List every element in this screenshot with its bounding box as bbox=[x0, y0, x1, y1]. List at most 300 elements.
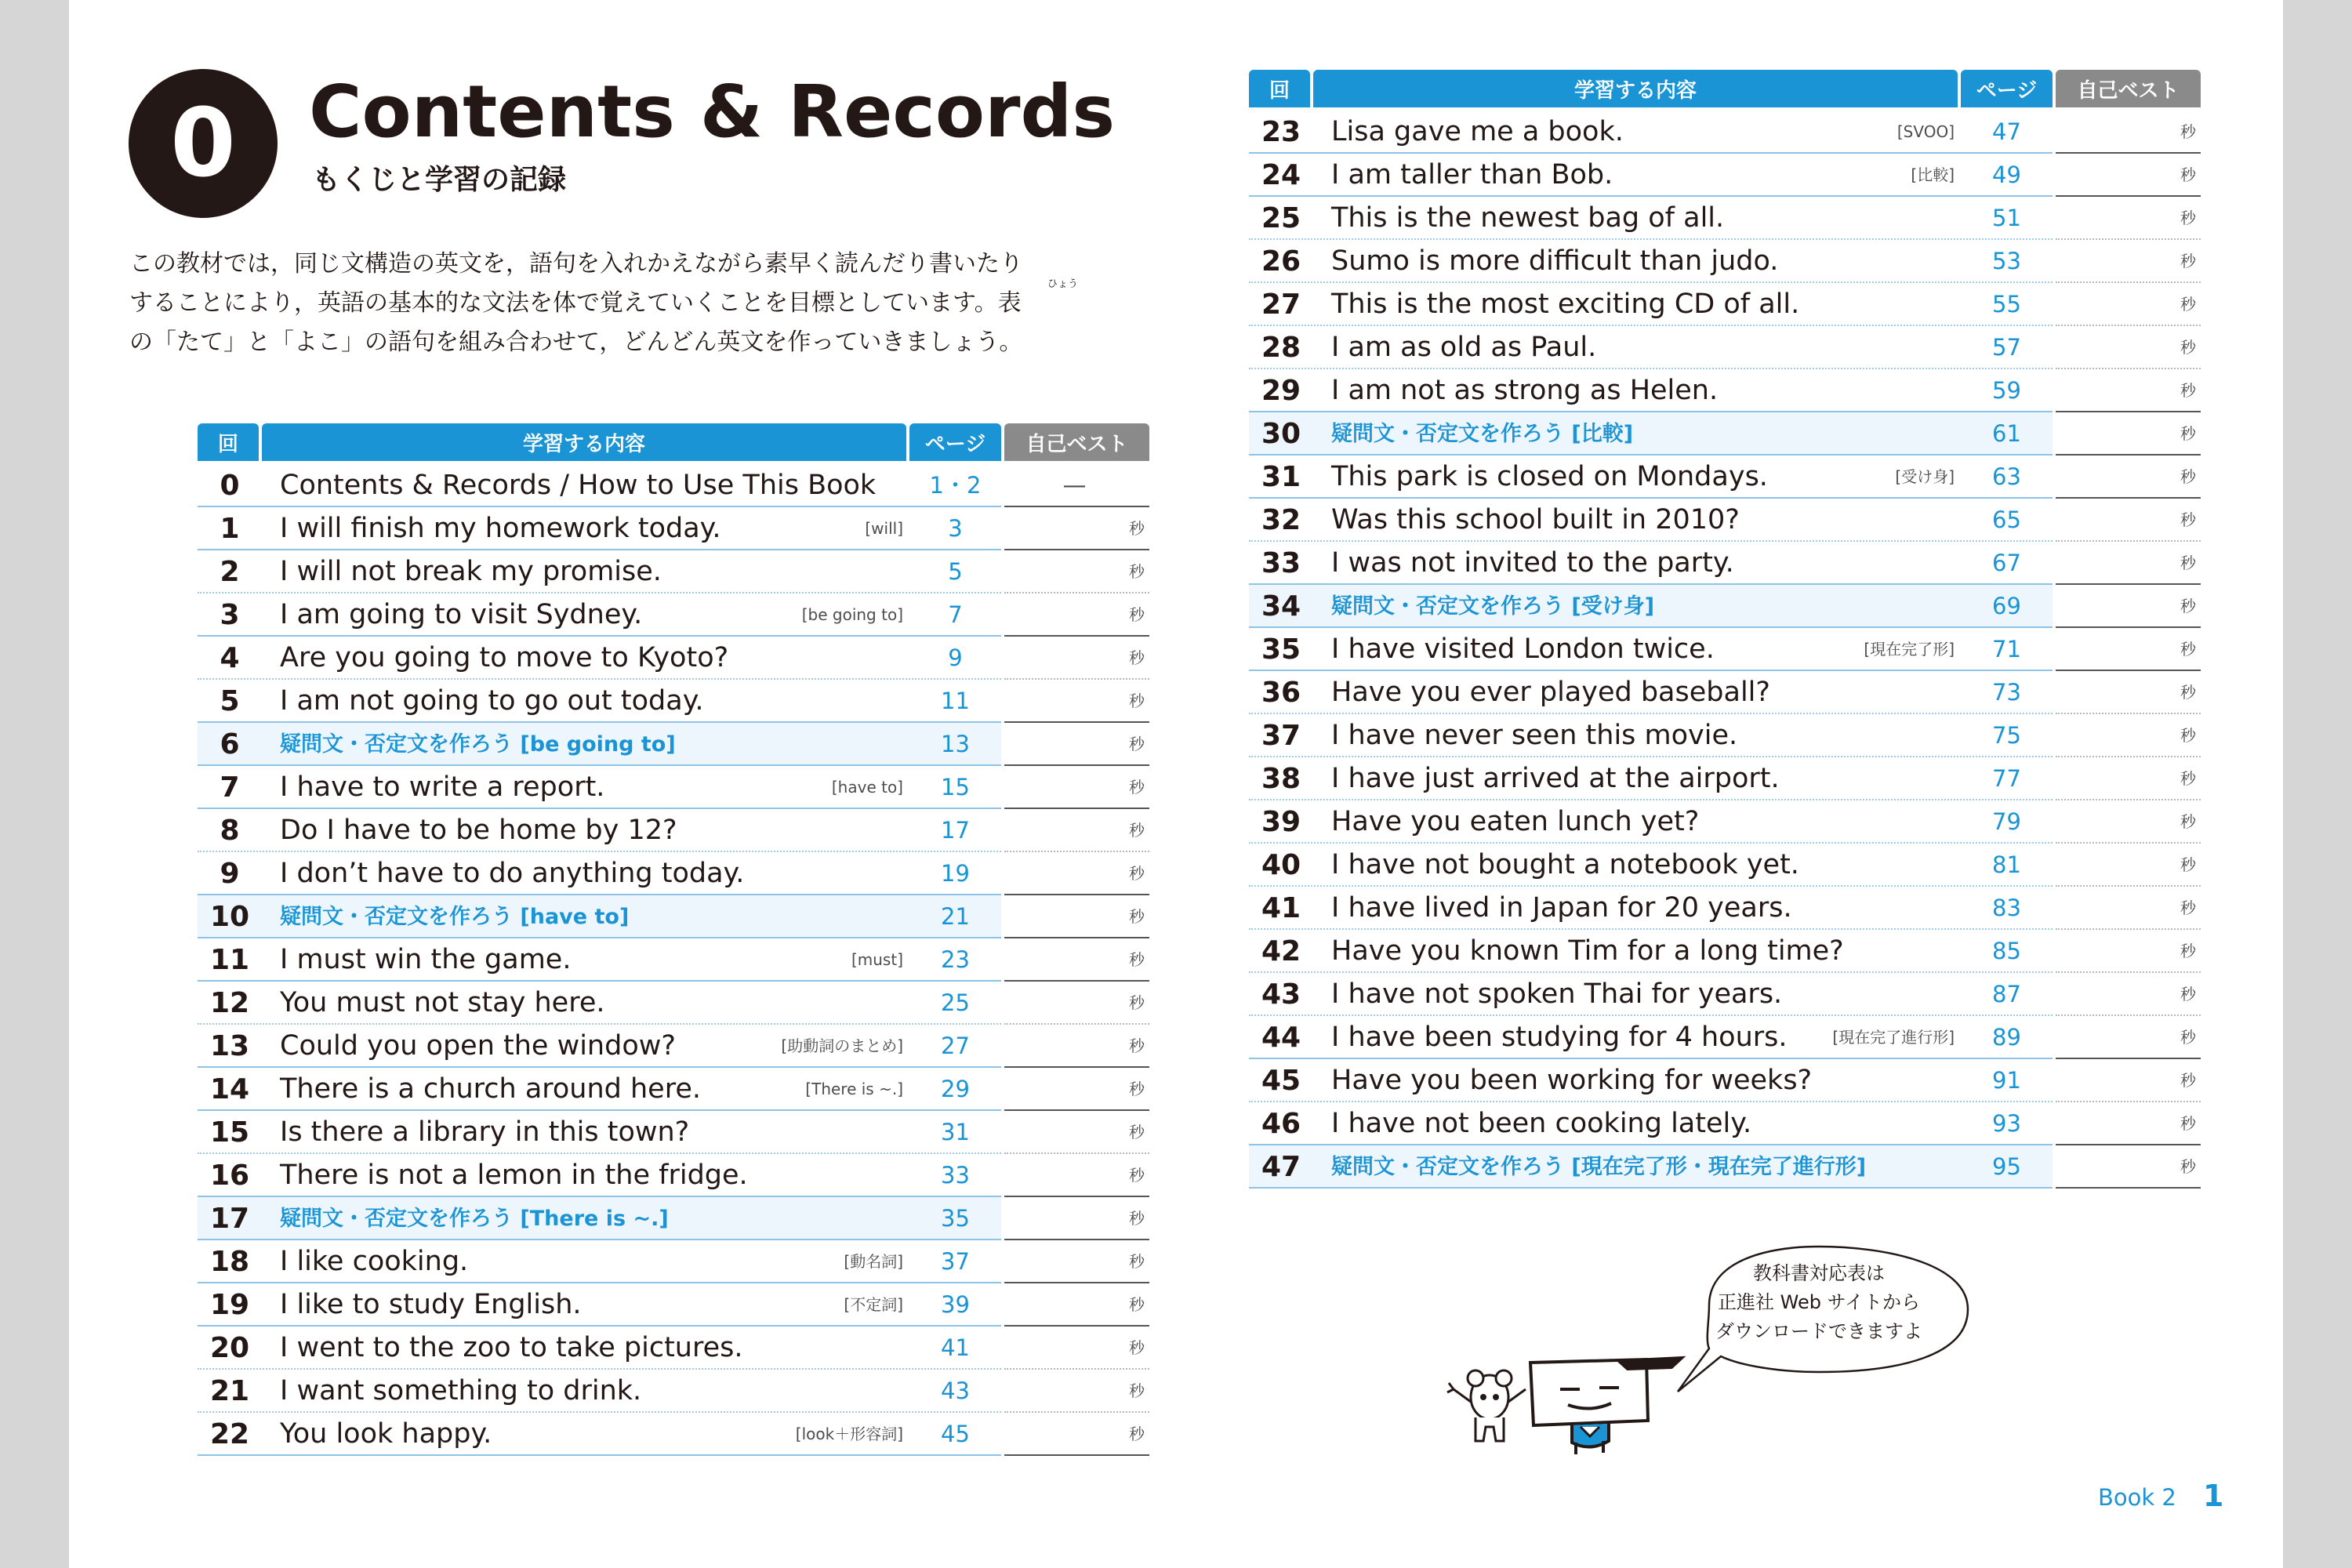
review-lesson-title: 疑問文・否定文を作ろう [There is ~.] bbox=[280, 1207, 669, 1231]
best-time-cell[interactable] bbox=[1004, 1370, 1145, 1413]
page-link[interactable]: 33 bbox=[941, 1162, 970, 1189]
table-row bbox=[198, 507, 1001, 550]
mouse-mascot-icon bbox=[1447, 1370, 1526, 1441]
grammar-tag: [比較] bbox=[1911, 165, 1955, 184]
page-link[interactable]: 17 bbox=[941, 817, 970, 844]
row-number: 39 bbox=[1261, 806, 1301, 838]
best-time-cell[interactable] bbox=[1004, 680, 1145, 723]
lesson-title: I have not spoken Thai for years. bbox=[1331, 978, 1783, 1010]
table-row bbox=[1249, 887, 2053, 930]
lesson-title: Sumo is more difficult than judo. bbox=[1331, 245, 1779, 277]
lesson-title: I like cooking. bbox=[280, 1246, 469, 1277]
best-time-cell[interactable] bbox=[2056, 930, 2196, 973]
page-link[interactable]: 69 bbox=[1992, 593, 2021, 619]
page-subtitle: もくじと学習の記録 bbox=[312, 164, 567, 196]
best-divider bbox=[1004, 1454, 1149, 1456]
lesson-title: Lisa gave me a book. bbox=[1331, 116, 1624, 147]
row-number: 17 bbox=[209, 1203, 250, 1235]
best-time-cell[interactable] bbox=[1004, 1025, 1145, 1068]
page-link[interactable]: 91 bbox=[1992, 1067, 2021, 1094]
best-time-cell[interactable] bbox=[1004, 1283, 1145, 1327]
row-number: 34 bbox=[1261, 590, 1301, 622]
best-time-cell[interactable] bbox=[2056, 973, 2196, 1016]
row-divider bbox=[1249, 1187, 2053, 1189]
page-link[interactable]: 85 bbox=[1992, 938, 2021, 964]
best-time-unit: 秒 bbox=[2180, 165, 2196, 184]
table-row bbox=[198, 1025, 1001, 1068]
lesson-title: I am going to visit Sydney. bbox=[280, 599, 643, 630]
row-number: 44 bbox=[1261, 1022, 1301, 1054]
table-row bbox=[198, 1068, 1001, 1111]
grammar-tag: [現在完了進行形] bbox=[1832, 1028, 1955, 1047]
ruby-annotation: ひょう bbox=[1047, 278, 1078, 290]
page-link[interactable]: 79 bbox=[1992, 808, 2021, 835]
best-time-cell[interactable] bbox=[2056, 369, 2196, 412]
bubble-line: ダウンロードできますよ bbox=[1715, 1320, 1922, 1342]
table-row bbox=[1249, 671, 2053, 714]
intro-line bbox=[129, 278, 1078, 323]
grammar-tag: [must] bbox=[851, 950, 903, 969]
page-link[interactable]: 77 bbox=[1992, 765, 2021, 792]
best-time-unit: 秒 bbox=[2180, 252, 2196, 270]
lesson-title: Are you going to move to Kyoto? bbox=[280, 642, 729, 673]
best-time-cell[interactable] bbox=[1004, 464, 1145, 507]
row-number: 13 bbox=[209, 1030, 250, 1062]
table-row bbox=[1249, 197, 2053, 240]
best-time-unit: 秒 bbox=[1129, 1381, 1145, 1400]
contents-table-left bbox=[198, 423, 1146, 1458]
table-row bbox=[1249, 628, 2053, 671]
table-row bbox=[1249, 714, 2053, 757]
row-number: 25 bbox=[1261, 202, 1301, 234]
lesson-title: I have not bought a notebook yet. bbox=[1331, 849, 1799, 880]
best-time-unit: 秒 bbox=[2180, 1157, 2196, 1176]
lesson-title: I have visited London twice. bbox=[1331, 633, 1715, 665]
page-link[interactable]: 11 bbox=[941, 688, 970, 714]
best-time-cell[interactable] bbox=[2056, 1145, 2196, 1189]
lesson-title: I will not break my promise. bbox=[280, 556, 662, 587]
table-row bbox=[198, 550, 1001, 593]
best-time-unit: 秒 bbox=[1129, 691, 1145, 710]
best-time-unit: — bbox=[1062, 472, 1087, 499]
best-time-cell[interactable] bbox=[2056, 154, 2196, 197]
best-time-cell[interactable] bbox=[2056, 197, 2196, 240]
best-time-unit: 秒 bbox=[2180, 855, 2196, 874]
row-number: 4 bbox=[220, 642, 240, 674]
best-time-unit: 秒 bbox=[1129, 1036, 1145, 1055]
table-row bbox=[1249, 542, 2053, 585]
best-time-unit: 秒 bbox=[2180, 985, 2196, 1004]
grammar-tag: [動名詞] bbox=[844, 1252, 903, 1271]
page-link[interactable]: 89 bbox=[1992, 1024, 2021, 1051]
lesson-title: I went to the zoo to take pictures. bbox=[280, 1332, 743, 1363]
best-time-unit: 秒 bbox=[2180, 467, 2196, 486]
grammar-tag: [There is ~.] bbox=[805, 1080, 903, 1098]
page-link[interactable]: 53 bbox=[1992, 248, 2021, 274]
table-row bbox=[198, 723, 1001, 766]
lesson-title: Have you been working for weeks? bbox=[1331, 1065, 1813, 1096]
best-time-unit: 秒 bbox=[2180, 1028, 2196, 1047]
page-link[interactable]: 19 bbox=[941, 860, 970, 887]
best-time-unit: 秒 bbox=[1129, 907, 1145, 926]
row-number: 38 bbox=[1261, 763, 1301, 795]
lesson-title: Contents & Records / How to Use This Book bbox=[280, 470, 877, 501]
table-row bbox=[198, 1154, 1001, 1197]
page-link[interactable]: 41 bbox=[941, 1334, 970, 1361]
page-link[interactable]: 65 bbox=[1992, 506, 2021, 533]
best-time-cell[interactable] bbox=[2056, 671, 2196, 714]
best-time-cell[interactable] bbox=[2056, 800, 2196, 844]
lesson-title: Was this school built in 2010? bbox=[1331, 504, 1740, 535]
review-lesson-title: 疑問文・否定文を作ろう [be going to] bbox=[280, 732, 676, 757]
best-time-cell[interactable] bbox=[1004, 1197, 1145, 1240]
best-time-unit: 秒 bbox=[2180, 209, 2196, 227]
page-link[interactable]: 23 bbox=[941, 946, 970, 973]
best-time-unit: 秒 bbox=[2180, 898, 2196, 917]
intro-paragraph bbox=[129, 245, 1078, 362]
lesson-number-circle bbox=[129, 69, 278, 218]
page-link[interactable]: 29 bbox=[941, 1076, 970, 1102]
header-content: 学習する内容 bbox=[262, 423, 906, 461]
bubble-line: 正進社 Web サイトから bbox=[1718, 1291, 1920, 1313]
review-lesson-title: 疑問文・否定文を作ろう [受け身] bbox=[1331, 594, 1655, 619]
table-row bbox=[1249, 757, 2053, 800]
page-link[interactable]: 5 bbox=[948, 558, 963, 585]
best-time-unit: 秒 bbox=[1129, 864, 1145, 883]
row-number: 7 bbox=[220, 771, 240, 804]
page-link[interactable]: 49 bbox=[1992, 162, 2021, 188]
best-time-unit: 秒 bbox=[2180, 381, 2196, 400]
row-number: 14 bbox=[209, 1073, 250, 1105]
page-link[interactable]: 37 bbox=[941, 1248, 970, 1275]
page-link[interactable]: 67 bbox=[1992, 550, 2021, 576]
row-number: 16 bbox=[209, 1160, 250, 1192]
best-time-unit: 秒 bbox=[2180, 769, 2196, 788]
lesson-title: I have lived in Japan for 20 years. bbox=[1331, 892, 1792, 924]
page-link[interactable]: 7 bbox=[948, 601, 963, 628]
table-row bbox=[198, 809, 1001, 852]
page-link[interactable]: 21 bbox=[941, 903, 970, 930]
intro-line: の「たて」と「よこ」の語句を組み合わせて，どんどん英文を作っていきましょう。 bbox=[129, 328, 1023, 356]
best-time-unit: 秒 bbox=[1129, 1123, 1145, 1142]
best-time-cell[interactable] bbox=[1004, 507, 1145, 550]
best-time-cell[interactable] bbox=[2056, 326, 2196, 369]
best-time-cell[interactable] bbox=[1004, 895, 1145, 938]
grammar-tag: [不定詞] bbox=[844, 1295, 903, 1314]
page-link[interactable]: 45 bbox=[941, 1421, 970, 1447]
table-row bbox=[1249, 283, 2053, 326]
book-mascot-icon bbox=[1530, 1358, 1682, 1454]
best-time-unit: 秒 bbox=[2180, 597, 2196, 615]
best-time-cell[interactable] bbox=[2056, 499, 2196, 542]
table-row bbox=[1249, 1059, 2053, 1102]
best-time-cell[interactable] bbox=[1004, 809, 1145, 852]
header-content: 学習する内容 bbox=[1313, 70, 1958, 107]
table-row bbox=[198, 1413, 1001, 1456]
best-time-cell[interactable] bbox=[2056, 1059, 2196, 1102]
best-time-unit: 秒 bbox=[2180, 1114, 2196, 1133]
row-number: 9 bbox=[220, 858, 240, 890]
best-time-cell[interactable] bbox=[1004, 938, 1145, 982]
page-link[interactable]: 75 bbox=[1992, 722, 2021, 749]
page-link[interactable]: 3 bbox=[948, 515, 963, 542]
row-number: 21 bbox=[209, 1375, 250, 1407]
page-link[interactable]: 47 bbox=[1992, 118, 2021, 145]
row-number: 40 bbox=[1261, 849, 1301, 881]
lesson-title: I like to study English. bbox=[280, 1289, 582, 1320]
page-link[interactable]: 81 bbox=[1992, 851, 2021, 878]
review-lesson-title: 疑問文・否定文を作ろう [現在完了形・現在完了進行形] bbox=[1331, 1155, 1867, 1179]
page-link[interactable]: 31 bbox=[941, 1119, 970, 1145]
row-number: 10 bbox=[209, 901, 250, 933]
table-row bbox=[1249, 1145, 2053, 1189]
best-time-cell[interactable] bbox=[2056, 412, 2196, 456]
page-link[interactable]: 13 bbox=[941, 731, 970, 757]
lesson-title: I have not been cooking lately. bbox=[1331, 1108, 1752, 1139]
page-link[interactable]: 25 bbox=[941, 989, 970, 1016]
header-best: 自己ベスト bbox=[1004, 423, 1149, 461]
page-link[interactable]: 55 bbox=[1992, 291, 2021, 318]
best-time-cell[interactable] bbox=[2056, 887, 2196, 930]
best-time-unit: 秒 bbox=[1129, 562, 1145, 581]
lesson-title: Have you ever played baseball? bbox=[1331, 677, 1770, 708]
best-time-cell[interactable] bbox=[1004, 637, 1145, 680]
intro-line: この教材では，同じ文構造の英文を，語句を入れかえながら素早く読んだり書いたり bbox=[129, 250, 1023, 278]
table-row bbox=[1249, 499, 2053, 542]
lesson-title: Could you open the window? bbox=[280, 1030, 676, 1062]
lesson-title: There is not a lemon in the fridge. bbox=[280, 1160, 748, 1191]
best-time-cell[interactable] bbox=[1004, 982, 1145, 1025]
best-time-cell[interactable] bbox=[1004, 1154, 1145, 1197]
best-time-cell[interactable] bbox=[1004, 1111, 1145, 1154]
page-link[interactable]: 63 bbox=[1992, 463, 2021, 490]
grammar-tag: [現在完了形] bbox=[1864, 640, 1955, 659]
row-number: 12 bbox=[209, 987, 250, 1019]
lesson-title: I am taller than Bob. bbox=[1331, 159, 1613, 191]
table-row bbox=[198, 895, 1001, 938]
header-best: 自己ベスト bbox=[2056, 70, 2201, 107]
table-row bbox=[1249, 1102, 2053, 1145]
lesson-title: I want something to drink. bbox=[280, 1375, 642, 1406]
table-row bbox=[198, 1240, 1001, 1283]
best-time-cell[interactable] bbox=[1004, 766, 1145, 809]
best-time-unit: 秒 bbox=[1129, 1166, 1145, 1185]
lesson-title: I must win the game. bbox=[280, 944, 572, 975]
page-link[interactable]: 39 bbox=[941, 1291, 970, 1318]
best-time-unit: 秒 bbox=[1129, 648, 1145, 667]
table-row bbox=[198, 1370, 1001, 1413]
best-time-unit: 秒 bbox=[1129, 821, 1145, 840]
lesson-title: I have just arrived at the airport. bbox=[1331, 763, 1780, 794]
best-time-cell[interactable] bbox=[1004, 723, 1145, 766]
best-time-cell[interactable] bbox=[2056, 1102, 2196, 1145]
grammar-tag: [be going to] bbox=[801, 605, 903, 624]
grammar-tag: [SVOO] bbox=[1896, 122, 1955, 141]
table-row bbox=[1249, 456, 2053, 499]
best-time-unit: 秒 bbox=[1129, 1295, 1145, 1314]
row-number: 37 bbox=[1261, 720, 1301, 752]
grammar-tag: [have to] bbox=[831, 778, 903, 797]
page-link[interactable]: 83 bbox=[1992, 895, 2021, 921]
row-number: 32 bbox=[1261, 504, 1301, 536]
best-time-unit: 秒 bbox=[2180, 942, 2196, 960]
best-time-cell[interactable] bbox=[2056, 585, 2196, 628]
table-row bbox=[198, 1283, 1001, 1327]
table-row bbox=[198, 593, 1001, 637]
page-link[interactable]: 87 bbox=[1992, 981, 2021, 1007]
row-number: 23 bbox=[1261, 116, 1301, 148]
lesson-title: Is there a library in this town? bbox=[280, 1116, 690, 1148]
page-link[interactable]: 43 bbox=[941, 1377, 970, 1404]
best-time-cell[interactable] bbox=[2056, 628, 2196, 671]
header-num: 回 bbox=[1249, 70, 1310, 107]
table-row bbox=[1249, 1016, 2053, 1059]
row-number: 20 bbox=[209, 1332, 250, 1364]
table-row bbox=[198, 1111, 1001, 1154]
row-number: 0 bbox=[220, 470, 240, 502]
page-number: 1 bbox=[2203, 1479, 2224, 1513]
lesson-title: I am not going to go out today. bbox=[280, 685, 704, 717]
row-number: 42 bbox=[1261, 935, 1301, 967]
lesson-title: I have never seen this movie. bbox=[1331, 720, 1738, 751]
review-lesson-title: 疑問文・否定文を作ろう [have to] bbox=[280, 905, 630, 929]
row-number: 8 bbox=[220, 815, 240, 847]
page-link[interactable]: 15 bbox=[941, 774, 970, 800]
row-number: 15 bbox=[209, 1116, 250, 1149]
row-number: 31 bbox=[1261, 461, 1301, 493]
lesson-title: This is the newest bag of all. bbox=[1331, 202, 1725, 234]
row-number: 19 bbox=[209, 1289, 250, 1321]
row-number: 36 bbox=[1261, 677, 1301, 709]
best-time-cell[interactable] bbox=[2056, 283, 2196, 326]
row-number: 28 bbox=[1261, 332, 1301, 364]
row-number: 26 bbox=[1261, 245, 1301, 278]
page-link[interactable]: 95 bbox=[1992, 1153, 2021, 1180]
best-time-unit: 秒 bbox=[2180, 122, 2196, 141]
best-time-cell[interactable] bbox=[2056, 240, 2196, 283]
row-number: 1 bbox=[220, 513, 240, 545]
row-number: 35 bbox=[1261, 633, 1301, 666]
best-time-unit: 秒 bbox=[1129, 778, 1145, 797]
lesson-title: You must not stay here. bbox=[280, 987, 605, 1018]
best-time-cell[interactable] bbox=[2056, 714, 2196, 757]
row-number: 5 bbox=[220, 685, 240, 717]
row-number: 2 bbox=[220, 556, 240, 588]
best-time-cell[interactable] bbox=[2056, 456, 2196, 499]
header-num: 回 bbox=[198, 423, 259, 461]
best-time-cell[interactable] bbox=[1004, 1068, 1145, 1111]
best-time-unit: 秒 bbox=[1129, 1209, 1145, 1228]
best-time-cell[interactable] bbox=[1004, 1327, 1145, 1370]
best-time-unit: 秒 bbox=[1129, 993, 1145, 1012]
lesson-number: 0 bbox=[170, 89, 236, 198]
row-number: 11 bbox=[209, 944, 250, 976]
best-time-cell[interactable] bbox=[2056, 542, 2196, 585]
best-time-unit: 秒 bbox=[2180, 1071, 2196, 1090]
lesson-title: I have been studying for 4 hours. bbox=[1331, 1022, 1788, 1053]
best-time-cell[interactable] bbox=[1004, 1240, 1145, 1283]
table-row bbox=[198, 852, 1001, 895]
best-time-unit: 秒 bbox=[1129, 950, 1145, 969]
grammar-tag: [look＋形容詞] bbox=[795, 1425, 903, 1443]
best-time-cell[interactable] bbox=[2056, 111, 2196, 154]
best-time-cell[interactable] bbox=[1004, 1413, 1145, 1456]
page-link[interactable]: 51 bbox=[1992, 205, 2021, 231]
best-time-cell[interactable] bbox=[1004, 593, 1145, 637]
page-link[interactable]: 71 bbox=[1992, 636, 2021, 662]
lesson-title: I don’t have to do anything today. bbox=[280, 858, 745, 889]
row-number: 47 bbox=[1261, 1151, 1301, 1183]
page-link[interactable]: 1・2 bbox=[929, 472, 982, 499]
lesson-title: Have you eaten lunch yet? bbox=[1331, 806, 1700, 837]
lesson-title: You look happy. bbox=[280, 1418, 492, 1450]
table-row bbox=[198, 1327, 1001, 1370]
speech-bubble-text bbox=[1693, 1259, 1944, 1346]
lesson-title: I was not invited to the party. bbox=[1331, 547, 1734, 579]
intro-line-text: することにより，英語の基本的な文法を体で覚えていくことを目標としています。表 bbox=[129, 289, 1022, 317]
best-time-unit: 秒 bbox=[2180, 812, 2196, 831]
table-row bbox=[1249, 240, 2053, 283]
table-row bbox=[198, 982, 1001, 1025]
table-row bbox=[1249, 154, 2053, 197]
lesson-title: I have to write a report. bbox=[280, 771, 605, 803]
best-time-cell[interactable] bbox=[1004, 550, 1145, 593]
table-row bbox=[1249, 111, 2053, 154]
page-link[interactable]: 73 bbox=[1992, 679, 2021, 706]
lesson-title: This park is closed on Mondays. bbox=[1331, 461, 1768, 492]
row-number: 43 bbox=[1261, 978, 1301, 1011]
grammar-tag: [will] bbox=[865, 519, 903, 538]
book-label: Book 2 bbox=[2098, 1484, 2176, 1511]
page-link[interactable]: 9 bbox=[948, 644, 963, 671]
best-time-unit: 秒 bbox=[2180, 424, 2196, 443]
lesson-title: There is a church around here. bbox=[280, 1073, 701, 1105]
page-title: Contents & Records bbox=[309, 70, 1116, 154]
best-time-unit: 秒 bbox=[1129, 1252, 1145, 1271]
row-number: 3 bbox=[220, 599, 240, 631]
best-time-cell[interactable] bbox=[2056, 844, 2196, 887]
best-time-cell[interactable] bbox=[2056, 1016, 2196, 1059]
table-row bbox=[1249, 930, 2053, 973]
lesson-title: I will finish my homework today. bbox=[280, 513, 721, 544]
best-time-cell[interactable] bbox=[1004, 852, 1145, 895]
header-page: ページ bbox=[909, 423, 1001, 461]
lesson-title: Do I have to be home by 12? bbox=[280, 815, 677, 846]
table-row bbox=[1249, 844, 2053, 887]
page-link[interactable]: 93 bbox=[1992, 1110, 2021, 1137]
best-time-unit: 秒 bbox=[2180, 338, 2196, 357]
row-number: 22 bbox=[209, 1418, 250, 1450]
table-row bbox=[198, 680, 1001, 723]
best-time-unit: 秒 bbox=[2180, 640, 2196, 659]
page-link[interactable]: 61 bbox=[1992, 420, 2021, 447]
page-link[interactable]: 35 bbox=[941, 1205, 970, 1232]
row-number: 29 bbox=[1261, 375, 1301, 407]
best-time-unit: 秒 bbox=[1129, 735, 1145, 753]
best-time-cell[interactable] bbox=[2056, 757, 2196, 800]
table-row bbox=[198, 464, 1001, 507]
lesson-title: I am not as strong as Helen. bbox=[1331, 375, 1719, 406]
page-link[interactable]: 27 bbox=[941, 1033, 970, 1059]
table-row bbox=[1249, 973, 2053, 1016]
mascot-illustration bbox=[1443, 1348, 1701, 1462]
page-link[interactable]: 57 bbox=[1992, 334, 2021, 361]
page-link[interactable]: 59 bbox=[1992, 377, 2021, 404]
best-time-unit: 秒 bbox=[2180, 683, 2196, 702]
contents-table-right bbox=[1249, 70, 2198, 1191]
grammar-tag: [助動詞のまとめ] bbox=[781, 1036, 903, 1055]
table-row bbox=[1249, 412, 2053, 456]
